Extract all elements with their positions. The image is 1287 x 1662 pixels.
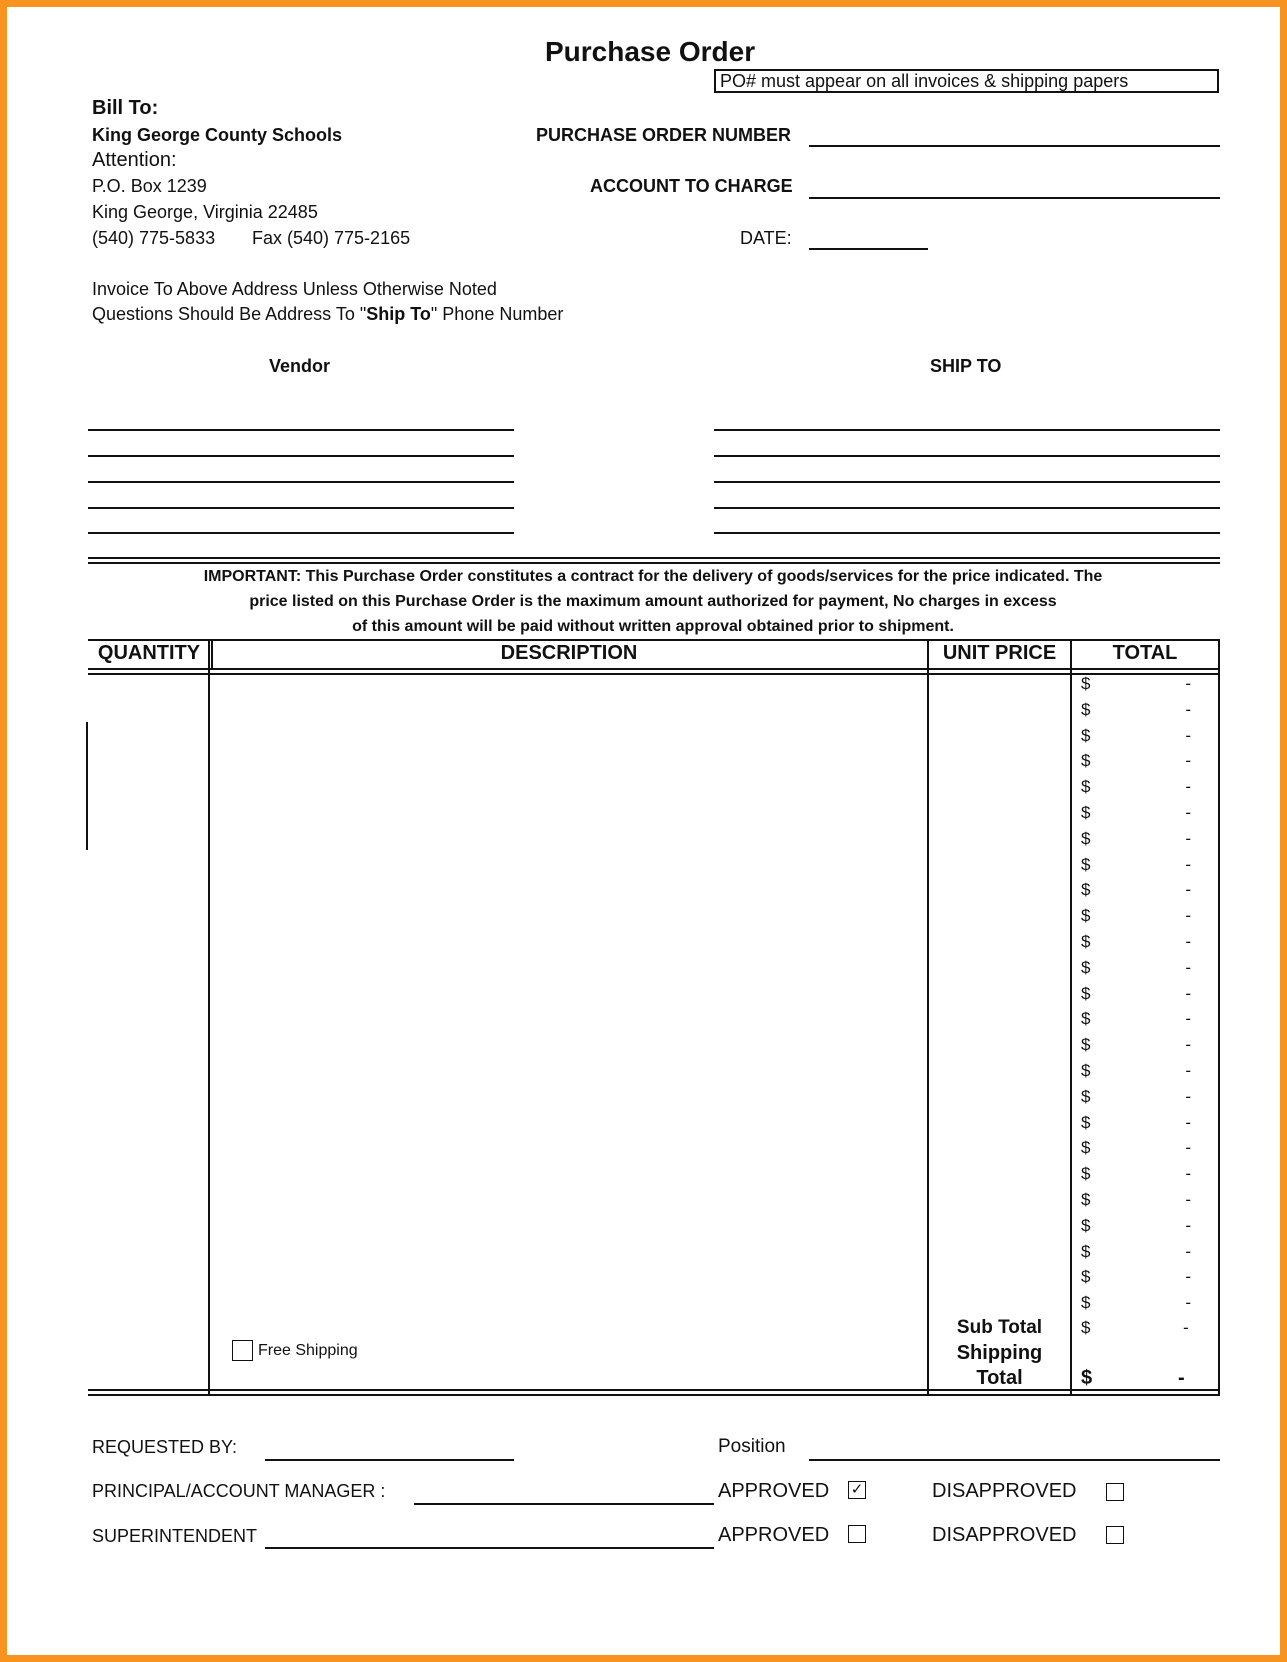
total-row bbox=[1081, 803, 1191, 827]
bill-to-po-box: P.O. Box 1239 bbox=[92, 176, 207, 196]
total-row-value: - bbox=[1185, 1190, 1191, 1209]
total-symbol: $ bbox=[1081, 1367, 1093, 1389]
total-row bbox=[1081, 932, 1191, 956]
total-row bbox=[1081, 726, 1191, 750]
subtotal-symbol: $ bbox=[1081, 1318, 1091, 1337]
bill-to-city: King George, Virginia 22485 bbox=[92, 202, 318, 222]
date-label: DATE: bbox=[740, 228, 792, 248]
total-row-symbol: $ bbox=[1081, 1138, 1091, 1158]
vendor-heading: Vendor bbox=[269, 356, 331, 376]
position-line[interactable] bbox=[809, 1459, 1220, 1461]
position-label: Position bbox=[718, 1436, 786, 1457]
divider-top bbox=[88, 557, 1220, 559]
total-row-symbol: $ bbox=[1081, 1112, 1091, 1132]
total-row-symbol: $ bbox=[1081, 777, 1091, 797]
quantity-margin-mark bbox=[86, 722, 88, 850]
questions-note bbox=[92, 304, 563, 325]
bill-to-attention: Attention: bbox=[92, 149, 177, 171]
principal-line[interactable] bbox=[414, 1503, 714, 1505]
total-row bbox=[1081, 1087, 1191, 1111]
super-approved-checkbox[interactable] bbox=[848, 1525, 866, 1543]
total-row-symbol: $ bbox=[1081, 983, 1091, 1003]
total-row-symbol: $ bbox=[1081, 751, 1091, 771]
bill-to-phone: (540) 775-5833 bbox=[92, 228, 216, 248]
header-total: TOTAL bbox=[1112, 642, 1178, 664]
total-row bbox=[1081, 1138, 1191, 1162]
po-notice-text: PO# must appear on all invoices & shipping papers bbox=[720, 71, 1129, 91]
ship-to-line-4[interactable] bbox=[714, 507, 1220, 509]
check-mark-icon: ✓ bbox=[850, 1481, 864, 1498]
principal-label: PRINCIPAL/ACCOUNT MANAGER : bbox=[92, 1481, 386, 1501]
total-value: - bbox=[1178, 1367, 1185, 1389]
vendor-line-3[interactable] bbox=[88, 481, 514, 483]
total-row bbox=[1081, 880, 1191, 904]
total-row bbox=[1081, 829, 1191, 853]
total-row-value: - bbox=[1185, 751, 1191, 771]
table-header-rule bbox=[88, 668, 1220, 670]
table-header-rule-2 bbox=[88, 673, 1220, 675]
total-row bbox=[1081, 777, 1191, 801]
total-row bbox=[1081, 751, 1191, 775]
total-row-value: - bbox=[1185, 1035, 1191, 1055]
total-row-value: - bbox=[1185, 983, 1191, 1003]
total-row bbox=[1081, 1113, 1191, 1137]
total-row-symbol: $ bbox=[1081, 828, 1091, 848]
table-col-divider-2 bbox=[927, 639, 929, 1395]
total-row-value: - bbox=[1185, 1138, 1191, 1158]
questions-note-before: Questions Should Be Address To " bbox=[92, 304, 367, 324]
ship-to-line-2[interactable] bbox=[714, 455, 1220, 457]
total-row-symbol: $ bbox=[1081, 1190, 1091, 1209]
total-row-value: - bbox=[1185, 725, 1191, 745]
questions-note-bold: Ship To bbox=[366, 304, 431, 324]
ship-to-line-3[interactable] bbox=[714, 481, 1220, 483]
total-row-symbol: $ bbox=[1081, 906, 1091, 926]
free-shipping-label: Free Shipping bbox=[258, 1342, 358, 1359]
total-row bbox=[1081, 1293, 1191, 1317]
super-disapproved-label: DISAPPROVED bbox=[932, 1524, 1077, 1546]
header-quantity: QUANTITY bbox=[97, 642, 201, 664]
total-row bbox=[1081, 1035, 1191, 1059]
total-row bbox=[1081, 1216, 1191, 1240]
important-line-3: of this amount will be paid without written approval obtained prior to shipment. bbox=[352, 618, 954, 635]
total-row-value: - bbox=[1185, 1061, 1191, 1080]
total-row-symbol: $ bbox=[1081, 932, 1091, 951]
free-shipping-checkbox[interactable] bbox=[232, 1340, 253, 1361]
total-row-value: - bbox=[1185, 880, 1191, 900]
requested-by-label: REQUESTED BY: bbox=[92, 1437, 238, 1457]
important-notice bbox=[88, 564, 1218, 639]
total-row-symbol: $ bbox=[1081, 1164, 1091, 1184]
total-row-symbol: $ bbox=[1081, 674, 1091, 693]
bill-to-fax: Fax (540) 775-2165 bbox=[252, 228, 411, 248]
table-top-rule bbox=[88, 639, 1220, 641]
total-row-value: - bbox=[1185, 932, 1191, 951]
total-row-value: - bbox=[1185, 1293, 1191, 1313]
po-number-field[interactable] bbox=[809, 145, 1220, 147]
vendor-line-2[interactable] bbox=[88, 455, 514, 457]
total-row-value: - bbox=[1185, 1112, 1191, 1132]
account-field[interactable] bbox=[809, 197, 1220, 199]
principal-disapproved-label: DISAPPROVED bbox=[932, 1480, 1077, 1502]
total-row-symbol: $ bbox=[1081, 1241, 1091, 1261]
vendor-line-5[interactable] bbox=[88, 532, 514, 534]
table-col-divider-1 bbox=[208, 639, 210, 1395]
principal-approved-label: APPROVED bbox=[718, 1480, 830, 1502]
total-row bbox=[1081, 1164, 1191, 1188]
total-row bbox=[1081, 674, 1191, 698]
total-row-value: - bbox=[1185, 803, 1191, 822]
shipping-label: Shipping bbox=[956, 1342, 1043, 1364]
total-row-value: - bbox=[1185, 1267, 1191, 1287]
total-row bbox=[1081, 700, 1191, 724]
subtotal-label: Sub Total bbox=[956, 1317, 1043, 1338]
total-row-value: - bbox=[1185, 1009, 1191, 1029]
po-notice-box bbox=[714, 69, 1219, 93]
superintendent-line[interactable] bbox=[265, 1547, 714, 1549]
requested-by-line[interactable] bbox=[265, 1459, 514, 1461]
total-row-symbol: $ bbox=[1081, 1061, 1091, 1080]
total-row-value: - bbox=[1185, 674, 1191, 693]
po-number-label: PURCHASE ORDER NUMBER bbox=[536, 125, 792, 145]
total-row-symbol: $ bbox=[1081, 725, 1091, 745]
total-row-symbol: $ bbox=[1081, 1267, 1091, 1287]
super-approved-label: APPROVED bbox=[718, 1524, 830, 1546]
total-row-value: - bbox=[1185, 777, 1191, 797]
principal-approved-checkbox[interactable] bbox=[848, 1481, 866, 1499]
total-row-symbol: $ bbox=[1081, 803, 1091, 822]
table-right-edge bbox=[1218, 639, 1220, 1395]
total-row bbox=[1081, 1267, 1191, 1291]
header-description: DESCRIPTION bbox=[500, 642, 638, 664]
invoice-note: Invoice To Above Address Unless Otherwise Noted bbox=[92, 279, 497, 299]
vendor-line-4[interactable] bbox=[88, 507, 514, 509]
total-row bbox=[1081, 1009, 1191, 1033]
bill-to-heading: Bill To: bbox=[92, 97, 159, 119]
total-row-value: - bbox=[1185, 854, 1191, 874]
bill-to-org: King George County Schools bbox=[92, 125, 343, 145]
ship-to-heading: SHIP TO bbox=[930, 356, 1002, 376]
total-row-symbol: $ bbox=[1081, 1035, 1091, 1055]
total-row-value: - bbox=[1185, 1241, 1191, 1261]
superintendent-label: SUPERINTENDENT bbox=[92, 1526, 258, 1546]
vendor-line-1[interactable] bbox=[88, 429, 514, 431]
header-unit-price: UNIT PRICE bbox=[942, 642, 1057, 664]
total-row-symbol: $ bbox=[1081, 1293, 1091, 1313]
total-row bbox=[1081, 984, 1191, 1008]
ship-to-line-1[interactable] bbox=[714, 429, 1220, 431]
total-row bbox=[1081, 1061, 1191, 1085]
total-row-symbol: $ bbox=[1081, 957, 1091, 977]
ship-to-line-5[interactable] bbox=[714, 532, 1220, 534]
questions-note-after: " Phone Number bbox=[430, 304, 564, 324]
total-row-symbol: $ bbox=[1081, 699, 1091, 719]
subtotal-value: - bbox=[1183, 1318, 1189, 1337]
total-row-value: - bbox=[1185, 906, 1191, 926]
table-col-divider-3 bbox=[1070, 639, 1072, 1395]
page-title: Purchase Order bbox=[545, 36, 756, 67]
total-row-value: - bbox=[1185, 1215, 1191, 1235]
total-row-symbol: $ bbox=[1081, 1086, 1091, 1106]
total-row-symbol: $ bbox=[1081, 854, 1091, 874]
principal-disapproved-checkbox[interactable] bbox=[1106, 1483, 1124, 1501]
total-row-value: - bbox=[1185, 699, 1191, 719]
total-row-symbol: $ bbox=[1081, 1009, 1091, 1029]
total-row bbox=[1081, 958, 1191, 982]
important-line-2: price listed on this Purchase Order is the maximum amount authorized for payment, No charges in excess bbox=[249, 593, 1057, 610]
total-row-value: - bbox=[1185, 957, 1191, 977]
total-row bbox=[1081, 1242, 1191, 1266]
super-disapproved-checkbox[interactable] bbox=[1106, 1526, 1124, 1544]
table-bottom-rule-2 bbox=[88, 1394, 1220, 1396]
total-row-symbol: $ bbox=[1081, 880, 1091, 900]
total-row bbox=[1081, 855, 1191, 879]
date-field[interactable] bbox=[809, 248, 928, 250]
total-row bbox=[1081, 1190, 1191, 1214]
total-label: Total bbox=[976, 1367, 1023, 1389]
total-row-value: - bbox=[1185, 828, 1191, 848]
total-row-symbol: $ bbox=[1081, 1215, 1091, 1235]
total-row-value: - bbox=[1185, 1164, 1191, 1184]
total-row bbox=[1081, 906, 1191, 930]
important-line-1: IMPORTANT: This Purchase Order constitutes a contract for the delivery of goods/services for the price indicated. The bbox=[203, 568, 1103, 585]
account-label: ACCOUNT TO CHARGE bbox=[590, 176, 793, 196]
total-row-value: - bbox=[1185, 1086, 1191, 1106]
